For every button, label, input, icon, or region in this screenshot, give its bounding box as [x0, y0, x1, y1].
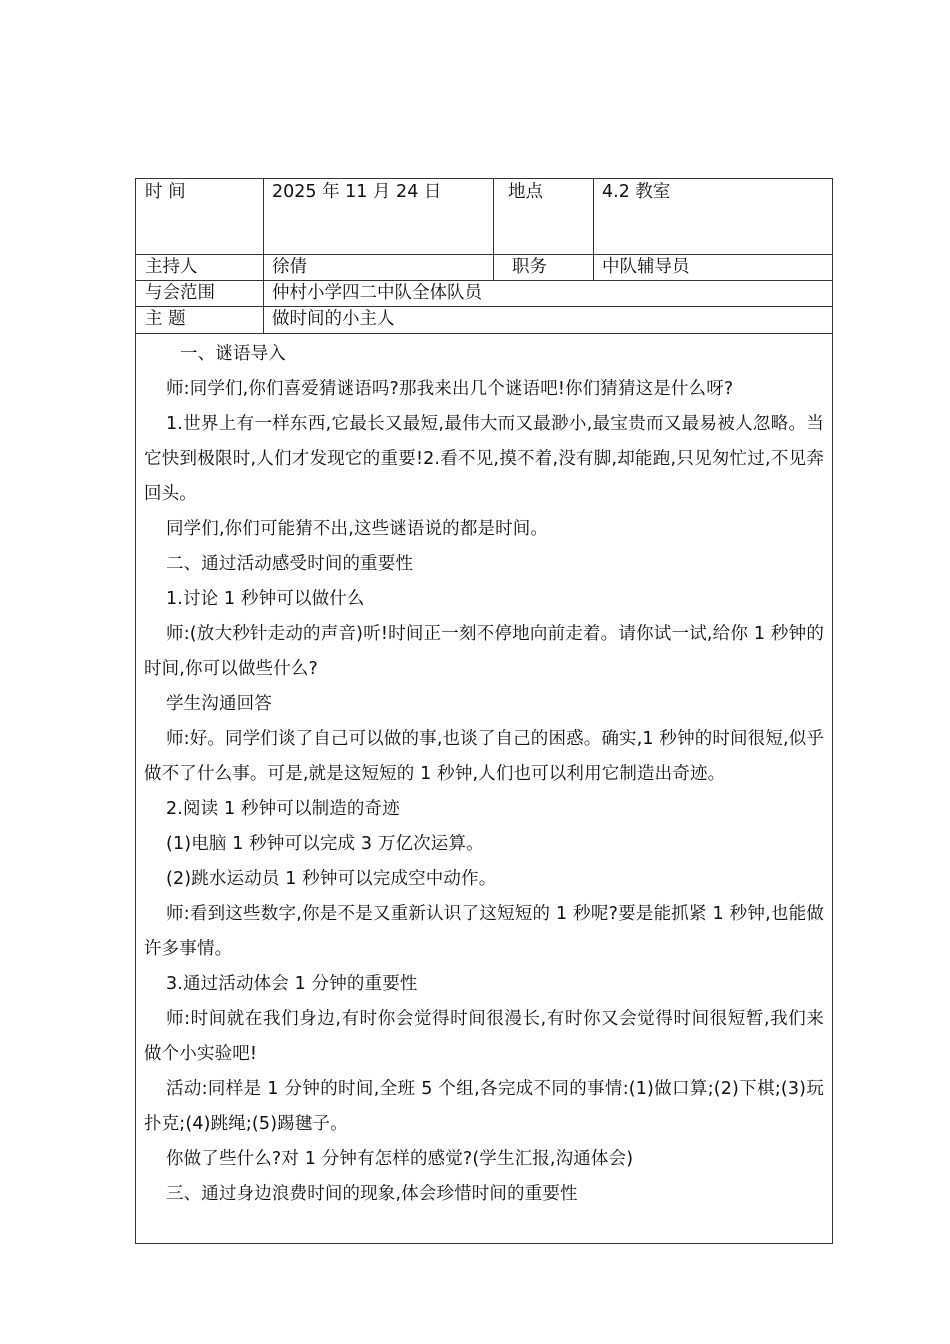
content-paragraph: 师:看到这些数字,你是不是又重新认识了这短短的 1 秒呢?要是能抓紧 1 秒钟,也能做许多事情。	[144, 904, 824, 959]
scope-row	[136, 281, 832, 307]
content-paragraph: 1.世界上有一样东西,它最长又最短,最伟大而又最渺小,最宝贵而又最易被人忽略。当它快到极限时,人们才发现它的重要!2.看不见,摸不着,没有脚,却能跑,只见匆忙过,不见奔回头。	[144, 414, 824, 504]
place-value: 4.2 教室	[602, 182, 671, 202]
time-label: 时 间	[136, 179, 264, 254]
role-value: 中队辅导员	[602, 257, 690, 277]
section-heading-waste: 三、通过身边浪费时间的现象,体会珍惜时间的重要性	[166, 1184, 578, 1204]
host-role-row	[136, 255, 832, 281]
section-heading-activity: 二、通过活动感受时间的重要性	[166, 554, 414, 574]
content-paragraph: (1)电脑 1 秒钟可以完成 3 万亿次运算。	[166, 834, 484, 854]
content-paragraph: 师:好。同学们谈了自己可以做的事,也谈了自己的困惑。确实,1 秒钟的时间很短,似乎做不了什么事。可是,就是这短短的 1 秒钟,人们也可以利用它制造出奇迹。	[144, 729, 824, 784]
time-value: 2025 年 11 月 24 日	[264, 179, 494, 254]
content-paragraph: 同学们,你们可能猜不出,这些谜语说的都是时间。	[166, 519, 549, 539]
topic-label: 主 题	[136, 307, 264, 333]
content-paragraph: (2)跳水运动员 1 秒钟可以完成空中动作。	[166, 869, 497, 889]
content-paragraph: 师:(放大秒针走动的声音)听!时间正一刻不停地向前走着。请你试一试,给你 1 秒钟的时间,你可以做些什么?	[144, 624, 824, 679]
content-paragraph: 2.阅读 1 秒钟可以制造的奇迹	[166, 799, 400, 819]
scope-value: 仲村小学四二中队全体队员	[272, 283, 482, 303]
content-paragraph: 师:时间就在我们身边,有时你会觉得时间很漫长,有时你又会觉得时间很短暂,我们来做个小实验吧!	[144, 1009, 824, 1064]
content-paragraph: 活动:同样是 1 分钟的时间,全班 5 个组,各完成不同的事情:(1)做口算;(2)下棋;(3)玩扑克;(4)跳绳;(5)踢毽子。	[144, 1079, 824, 1134]
time-place-row	[136, 179, 832, 255]
role-label: 职务	[494, 255, 594, 280]
content-paragraph: 学生沟通回答	[166, 694, 272, 714]
host-value: 徐倩	[264, 255, 494, 280]
topic-row	[136, 307, 832, 334]
section-heading-riddle: 一、谜语导入	[180, 344, 286, 364]
topic-value: 做时间的小主人	[272, 309, 395, 329]
content-paragraph: 3.通过活动体会 1 分钟的重要性	[166, 974, 418, 994]
meeting-record-table	[135, 178, 833, 1244]
scope-label: 与会范围	[136, 281, 264, 306]
meeting-content	[136, 334, 832, 1243]
host-label: 主持人	[136, 255, 264, 280]
content-paragraph: 1.讨论 1 秒钟可以做什么	[166, 589, 365, 609]
place-label: 地点	[494, 179, 594, 254]
content-paragraph: 师:同学们,你们喜爱猜谜语吗?那我来出几个谜语吧!你们猜猜这是什么呀?	[166, 379, 734, 399]
content-paragraph: 你做了些什么?对 1 分钟有怎样的感觉?(学生汇报,沟通体会)	[166, 1149, 634, 1169]
